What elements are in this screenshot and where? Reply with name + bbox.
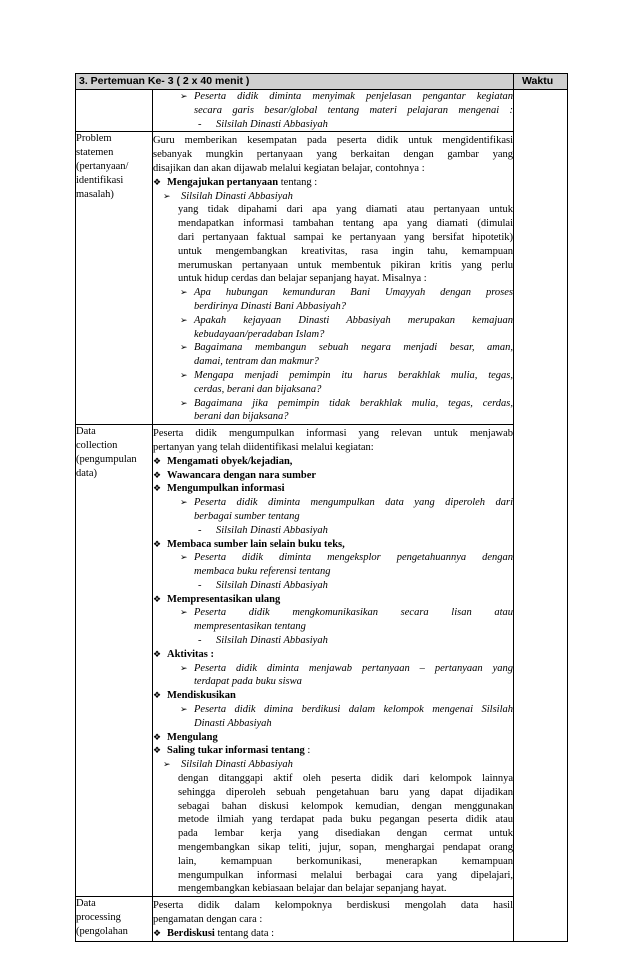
table-header-row	[76, 74, 568, 90]
arrow-bullet-icon: ➢	[180, 288, 188, 299]
list-item: - Silsilah Dinasti Abbasiyah	[153, 579, 513, 593]
list-item: ❖ Membaca sumber lain selain buku teks,	[153, 538, 513, 552]
list-item: ➢ Peserta didik diminta menyimak penjelasan pengantar kegiatan	[153, 90, 513, 104]
list-item: ❖ Mengamati obyek/kejadian,	[153, 455, 513, 469]
intro-content: ➢ Peserta didik diminta menyimak penjelasan pengantar kegiatan secara garis besar/global tentang materi pelajaran mengenai : - Silsilah Dinasti Abbasiyah	[153, 90, 514, 132]
arrow-bullet-icon: ➢	[180, 705, 188, 716]
arrow-bullet-icon: ➢	[180, 663, 188, 674]
dash-bullet-icon: -	[198, 524, 202, 536]
list-item: ➢ Peserta didik diminta mengeksplor pengetahuannya dengan	[153, 551, 513, 565]
list-item: ➢ Silsilah Dinasti Abbasiyah	[153, 758, 513, 772]
list-item: ❖ Mengajukan pertanyaan tentang :	[153, 176, 513, 190]
diamond-bullet-icon: ❖	[153, 649, 162, 660]
diamond-bullet-icon: ❖	[153, 746, 162, 757]
arrow-bullet-icon: ➢	[180, 553, 188, 564]
list-item: ➢ Bagaimana jika pemimpin tidak berakhlak mulia, tegas, cerdas,	[153, 397, 513, 411]
diamond-bullet-icon: ❖	[153, 594, 162, 605]
diamond-bullet-icon: ❖	[153, 539, 162, 550]
list-item: ➢ Apakah kejayaan Dinasti Abbasiyah merupakan kemajuan	[153, 314, 513, 328]
list-item: ➢ Peserta didik mengkomunikasikan secara lisan atau	[153, 606, 513, 620]
list-item: ❖ Mengumpulkan informasi	[153, 482, 513, 496]
intro-row	[76, 90, 568, 132]
list-item: ➢ Peserta didik diminta menjawab pertanyaan – pertanyaan yang	[153, 662, 513, 676]
time-column-header: Waktu	[514, 74, 568, 90]
arrow-bullet-icon: ➢	[180, 608, 188, 619]
data-processing-content: Peserta didik dalam kelompoknya berdiskusi mengolah data hasil pengamatan dengan cara : ❖ Berdiskusi tentang data :	[153, 897, 514, 941]
arrow-bullet-icon: ➢	[180, 315, 188, 326]
list-item: ❖ Berdiskusi tentang data :	[153, 927, 513, 941]
diamond-bullet-icon: ❖	[153, 456, 162, 467]
dash-bullet-icon: -	[198, 579, 202, 591]
list-item: - Silsilah Dinasti Abbasiyah	[153, 634, 513, 648]
problem-statement-row	[76, 132, 568, 425]
dash-bullet-icon: -	[198, 118, 202, 130]
list-item: ❖ Wawancara dengan nara sumber	[153, 469, 513, 483]
problem-statement-content: Guru memberikan kesempatan pada peserta didik untuk mengidentifikasi sebanyak mungkin pertanyaan yang berkaitan dengan gambar yang disajikan dan akan dijawab melalui kegiatan belajar, contohnya : ❖ Mengajukan pertanyaan tentang : ➢ Silsilah Dinasti Abbasiyah yang tidak dipahami dari apa yang diamati atau pertanyaan untuk mendapatkan informasi tambahan tentang apa yang diamati (dimulai dari pertanyaan faktual sampai ke pertanyaan yang bersifat hipotetik) untuk mengembangkan kreativitas, rasa ingin tahu, kemampuan merumuskan pertanyaan untuk membentuk pikiran kritis yang perlu untuk hidup cerdas dan belajar sepanjang hayat. Misalnya : ➢ Apa hubungan kemunduran Bani Umayyah dengan proses berdirinya Dinasti Bani Abbasiyah? ➢ Apakah kejayaan Dinasti Abbasiyah merupakan kemajuan kebudayaan/peradaban Islam? ➢ Bagaimana membangun sebuah negara menjadi besar, aman, damai, tentram dan makmur? ➢ Mengapa menjadi pemimpin itu harus berakhlak mulia, tegas, cerdas, berani dan bijaksana? ➢ Bagaimana jika pemimpin tidak berakhlak mulia, tegas, cerdas, berani dan bijaksana?	[153, 132, 514, 425]
intro-label-cell	[76, 90, 153, 132]
arrow-bullet-icon: ➢	[180, 498, 188, 509]
time-cell	[514, 90, 568, 942]
list-item: ➢ Peserta didik dimina berdikusi dalam kelompok mengenai Silsilah	[153, 703, 513, 717]
data-collection-label: Data collection (pengumpulan data)	[76, 425, 153, 897]
dash-bullet-icon: -	[198, 635, 202, 647]
arrow-bullet-icon: ➢	[163, 760, 171, 771]
arrow-bullet-icon: ➢	[180, 343, 188, 354]
list-item: ➢ Mengapa menjadi pemimpin itu harus berakhlak mulia, tegas,	[153, 369, 513, 383]
meeting-title: 3. Pertemuan Ke- 3 ( 2 x 40 menit )	[76, 74, 514, 90]
diamond-bullet-icon: ❖	[153, 691, 162, 702]
arrow-bullet-icon: ➢	[180, 92, 188, 102]
diamond-bullet-icon: ❖	[153, 177, 162, 188]
list-item: ➢ Silsilah Dinasti Abbasiyah	[153, 190, 513, 204]
diamond-bullet-icon: ❖	[153, 470, 162, 481]
diamond-bullet-icon: ❖	[153, 732, 162, 743]
problem-statement-label: Problem statemen (pertanyaan/ identifikasi masalah)	[76, 132, 153, 425]
list-item: - Silsilah Dinasti Abbasiyah	[153, 118, 513, 132]
list-item: ❖ Mempresentasikan ulang	[153, 593, 513, 607]
diamond-bullet-icon: ❖	[153, 484, 162, 495]
data-processing-label: Data processing (pengolahan	[76, 897, 153, 941]
list-item: ❖ Saling tukar informasi tentang :	[153, 744, 513, 758]
lesson-plan-table	[75, 73, 568, 942]
diamond-bullet-icon: ❖	[153, 928, 162, 939]
arrow-bullet-icon: ➢	[180, 370, 188, 381]
list-item: ➢ Peserta didik diminta mengumpulkan data yang diperoleh dari	[153, 496, 513, 510]
data-processing-row	[76, 897, 568, 941]
list-item: ➢ Apa hubungan kemunduran Bani Umayyah dengan proses	[153, 286, 513, 300]
list-item: - Silsilah Dinasti Abbasiyah	[153, 524, 513, 538]
arrow-bullet-icon: ➢	[163, 191, 171, 202]
list-item: ❖ Aktivitas :	[153, 648, 513, 662]
data-collection-content: Peserta didik mengumpulkan informasi yang relevan untuk menjawab pertanyan yang telah diidentifikasi melalui kegiatan: ❖ Mengamati obyek/kejadian, ❖ Wawancara dengan nara sumber ❖ Mengumpulkan informasi ➢ Peserta didik diminta mengumpulkan data yang diperoleh dari berbagai sumber tentang - Silsilah Dinasti Abbasiyah ❖ Membaca sumber lain selain buku teks, ➢ Peserta didik diminta mengeksplor pengetahuannya dengan membaca buku referensi tentang - Silsilah Dinasti Abbasiyah ❖ Mempresentasikan ulang ➢ Peserta didik mengkomunikasikan secara lisan atau mempresentasikan tentang - Silsilah Dinasti Abbasiyah ❖ Aktivitas : ➢ Peserta didik diminta menjawab pertanyaan – pertanyaan yang terdapat pada buku siswa ❖ Mendiskusikan ➢ Peserta didik dimina berdikusi dalam kelompok mengenai Silsilah Dinasti Abbasiyah ❖ Mengulang ❖ Saling tukar informasi tentang : ➢ Silsilah Dinasti Abbasiyah dengan ditanggapi aktif oleh peserta didik dari kelompok lainnya sehingga diperoleh sebuah pengetahuan baru yang dapat dijadikan sebagai bahan diskusi kelompok kemudian, dengan menggunakan metode ilmiah yang terdapat pada buku pegangan peserta didik atau pada lembar kerja yang disediakan dengan cermat untuk mengembangkan sikap teliti, jujur, sopan, menghargai pendapat orang lain, kemampuan berkomunikasi, menerapkan kemampuan mengumpulkan informasi melalui berbagai cara yang dipelajari, mengembangkan kebiasaan belajar dan belajar sepanjang hayat.	[153, 425, 514, 897]
list-item: ❖ Mendiskusikan	[153, 689, 513, 703]
list-item: ➢ Bagaimana membangun sebuah negara menjadi besar, aman,	[153, 341, 513, 355]
arrow-bullet-icon: ➢	[180, 398, 188, 409]
list-item: ❖ Mengulang	[153, 731, 513, 745]
data-collection-row	[76, 425, 568, 897]
